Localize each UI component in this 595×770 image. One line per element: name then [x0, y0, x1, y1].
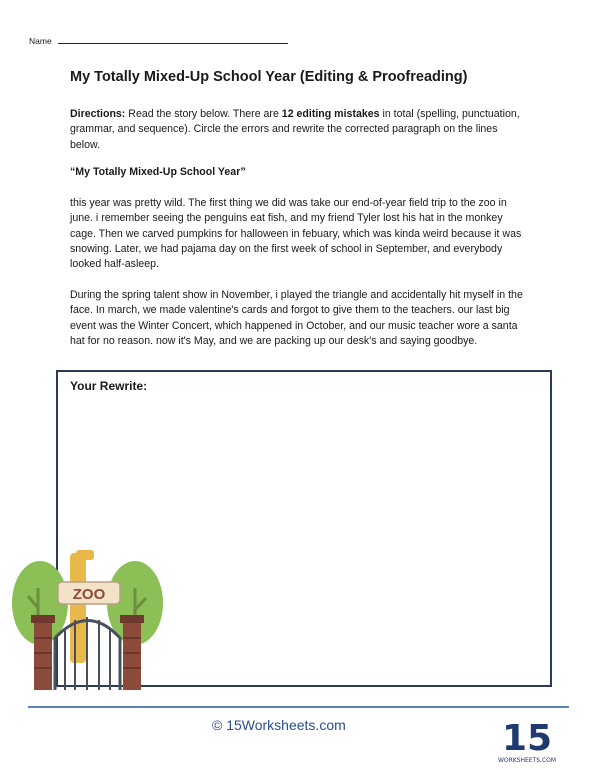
- name-input-line[interactable]: [58, 35, 288, 44]
- zoo-gate-illustration: [10, 548, 165, 693]
- directions-mistake-count: 12 editing mistakes: [281, 108, 380, 120]
- page-title: My Totally Mixed-Up School Year (Editing & Proofreading): [70, 69, 468, 85]
- directions-text-1: Read the story below. There are: [125, 108, 282, 120]
- directions: [70, 107, 530, 153]
- directions-label: Directions:: [70, 108, 126, 120]
- worksheets-logo-icon: [498, 714, 556, 766]
- story-paragraph-2: During the spring talent show in November, i played the triangle and accidentally hit myself in the face. In march, we made valentine's cards and forgot to give them to the teachers. our last big event was the Winter Concert, which happened in October, and our music teacher wore a santa hat for no reason. now it's May, and we are packing up our desk's and saying goodbye.: [70, 289, 523, 347]
- logo-number: 15: [501, 718, 553, 759]
- logo-text: WORKSHEETS.COM: [498, 757, 556, 764]
- name-field-row: [29, 35, 288, 46]
- story-title: “My Totally Mixed-Up School Year”: [70, 166, 246, 178]
- directions-text-2: in total (spelling, punctuation, grammar, and sequence). Circle the errors and rewrite the corrected paragraph on the lines below.: [70, 108, 520, 151]
- giraffe-icon: [70, 553, 86, 663]
- footer-site-text: © 15Worksheets.com: [212, 717, 346, 733]
- name-label: Name: [29, 36, 52, 46]
- zoo-sign-text: ZOO: [72, 586, 106, 603]
- rewrite-label: Your Rewrite:: [70, 379, 148, 393]
- left-pillar: [34, 620, 52, 690]
- story-paragraph-1: this year was pretty wild. The first thing we did was take our end-of-year field trip to the zoo in june. i remember seeing the penguins eat fish, and my friend Tyler lost his hat in the monkey cage. Then we carved pumpkins for halloween in febuary, which was kinda weird because it was snowing. Later, we had pajama day on the first week of school in September, and everybody looked half-asleep.: [70, 197, 522, 271]
- right-pillar: [123, 620, 141, 690]
- footer-divider: [28, 706, 569, 708]
